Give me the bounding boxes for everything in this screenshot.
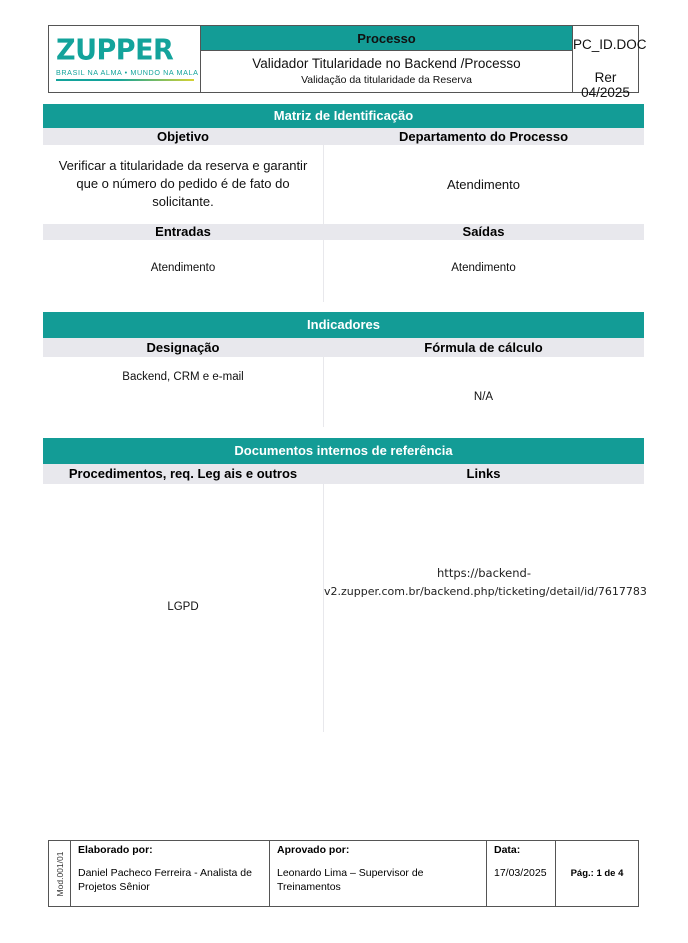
process-label: Processo bbox=[201, 26, 572, 51]
document-footer bbox=[48, 840, 639, 907]
doc-revision: Rer 04/2025 bbox=[581, 70, 630, 100]
elaborado-cell bbox=[71, 841, 270, 906]
matriz-column-headers bbox=[43, 128, 644, 145]
aprovado-value: Leonardo Lima – Supervisor de Treinamentos bbox=[277, 867, 424, 893]
process-subtitle: Validação da titularidade da Reserva bbox=[301, 74, 472, 86]
header-entradas: Entradas bbox=[155, 224, 211, 239]
departamento-text: Atendimento bbox=[447, 177, 520, 192]
column-divider bbox=[323, 484, 324, 732]
procedimento-text: LGPD bbox=[167, 601, 199, 613]
document-header bbox=[48, 25, 647, 100]
data-value: 17/03/2025 bbox=[494, 867, 547, 879]
aprovado-cell bbox=[270, 841, 487, 906]
documentos-column-headers bbox=[43, 464, 644, 484]
elaborado-value: Daniel Pacheco Ferreira - Analista de Projetos Sênior bbox=[78, 867, 252, 893]
logo-slogan: BRASIL NA ALMA • MUNDO NA MALA bbox=[56, 68, 199, 77]
saidas-text: Atendimento bbox=[451, 262, 516, 274]
header-designacao: Designação bbox=[146, 340, 220, 355]
data-label: Data: bbox=[494, 844, 521, 856]
header-departamento: Departamento do Processo bbox=[398, 129, 569, 144]
elaborado-label: Elaborado por: bbox=[78, 844, 153, 856]
page-number: Pág.: 1 de 4 bbox=[570, 868, 624, 879]
header-procedimentos: Procedimentos, req. Leg ais e outros bbox=[68, 466, 298, 481]
formula-text: N/A bbox=[473, 391, 494, 403]
header-objetivo: Objetivo bbox=[156, 129, 209, 144]
mod-code: Mod.001/01 bbox=[54, 851, 65, 896]
reference-link[interactable] bbox=[324, 564, 647, 601]
section-title-indicadores: Indicadores bbox=[43, 312, 644, 338]
entradas-saidas-headers bbox=[43, 224, 644, 240]
zupper-logo: ZUPPER bbox=[56, 34, 174, 67]
doc-code: PC_ID.DOC bbox=[573, 37, 647, 52]
header-saidas: Saídas bbox=[462, 224, 505, 239]
logo-cell bbox=[49, 26, 201, 92]
section-title-matriz: Matriz de Identificação bbox=[43, 104, 644, 128]
link-line-1[interactable]: https://backend- bbox=[437, 566, 531, 580]
entradas-text: Atendimento bbox=[150, 262, 216, 274]
objetivo-text: Verificar a titularidade da reserva e garantir que o número do pedido é de fato do solicitante. bbox=[58, 158, 308, 209]
mod-code-cell bbox=[49, 841, 71, 906]
doc-code-cell bbox=[573, 26, 647, 100]
designacao-text: Backend, CRM e e-mail bbox=[122, 371, 244, 383]
header-formula: Fórmula de cálculo bbox=[424, 340, 543, 355]
header-links: Links bbox=[466, 466, 501, 481]
process-title: Validador Titularidade no Backend /Processo bbox=[252, 56, 521, 71]
aprovado-label: Aprovado por: bbox=[277, 844, 350, 856]
data-cell bbox=[487, 841, 556, 906]
logo-underline bbox=[56, 79, 194, 81]
link-line-2[interactable]: v2.zupper.com.br/backend.php/ticketing/detail/id/7617783 bbox=[324, 585, 647, 598]
process-cell bbox=[201, 26, 573, 92]
indicadores-column-headers bbox=[43, 338, 644, 357]
section-title-documentos: Documentos internos de referência bbox=[43, 438, 644, 464]
